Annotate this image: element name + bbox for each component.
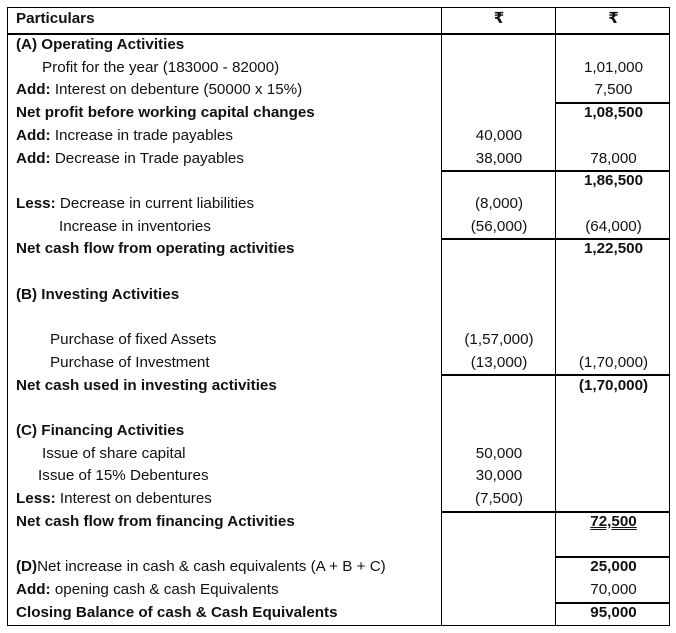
- table-row: [8, 602, 669, 625]
- row-total: (1,70,000): [578, 376, 649, 394]
- row-total: 72,500: [590, 512, 637, 530]
- header-particulars: Particulars: [16, 10, 95, 27]
- row-total: (64,000): [585, 217, 642, 235]
- table-row: [8, 579, 669, 602]
- row-prefix: Less:: [16, 490, 56, 507]
- row-amount: (7,500): [474, 490, 524, 507]
- row-label: Net cash used in investing activities: [16, 376, 277, 394]
- header-currency-total: ₹: [608, 10, 619, 27]
- row-total: 1,01,000: [583, 58, 644, 76]
- row-label: Decrease in Trade payables: [50, 149, 244, 167]
- row-label: Issue of 15% Debentures: [38, 467, 209, 485]
- table-row: [8, 443, 669, 466]
- cash-flow-statement-table: [7, 7, 670, 626]
- row-prefix: Add:: [16, 126, 51, 144]
- row-label: Profit for the year (183000 - 82000): [42, 58, 280, 76]
- row-amount: 38,000: [475, 149, 523, 167]
- table-row: [8, 352, 669, 375]
- row-label: Interest on debenture (50000 x 15%): [50, 81, 303, 99]
- table-row: [8, 375, 669, 398]
- row-label: Net cash flow from operating activities: [16, 240, 295, 258]
- row-label: opening cash & cash Equivalents: [50, 580, 279, 598]
- row-label: Closing Balance of cash & Cash Equivalents: [16, 603, 338, 621]
- row-label: Purchase of Investment: [50, 353, 210, 371]
- table-row: [8, 216, 669, 239]
- table-row: [8, 102, 669, 125]
- row-amount: 30,000: [475, 467, 523, 485]
- table-row: [8, 148, 669, 171]
- row-total: 78,000: [590, 149, 637, 167]
- row-prefix: Add:: [16, 149, 51, 167]
- row-label: Issue of share capital: [42, 444, 186, 462]
- table-row: [8, 465, 669, 488]
- row-amount: 50,000: [475, 444, 523, 462]
- row-label: Increase in inventories: [59, 217, 211, 235]
- table-row: [8, 57, 669, 80]
- table-header: [8, 8, 669, 34]
- section-heading-financing: [8, 420, 669, 443]
- table-row: [8, 329, 669, 352]
- row-amount: (56,000): [470, 217, 528, 235]
- row-total: 1,08,500: [583, 104, 644, 122]
- section-heading-investing: [8, 284, 669, 307]
- row-prefix: Add:: [16, 81, 51, 99]
- row-amount: (1,57,000): [464, 331, 534, 349]
- row-label: Decrease in current liabilities: [55, 194, 255, 212]
- table-row: [8, 193, 669, 216]
- row-label: Interest on debentures: [55, 490, 212, 507]
- row-prefix: Add:: [16, 580, 51, 598]
- table-row: [8, 170, 669, 193]
- row-prefix: Less:: [16, 194, 56, 212]
- row-total: 25,000: [590, 558, 637, 576]
- row-amount: 40,000: [475, 126, 523, 144]
- row-total: 95,000: [590, 603, 637, 621]
- row-label: Net cash flow from financing Activities: [16, 512, 295, 530]
- row-label: Net increase in cash & cash equivalents (A + B + C): [37, 558, 386, 576]
- row-total: 70,000: [590, 580, 637, 598]
- row-total: 1,22,500: [583, 240, 644, 258]
- table-row: [8, 488, 669, 511]
- row-label: Purchase of fixed Assets: [50, 331, 217, 349]
- table-row: [8, 238, 669, 261]
- row-total: (1,70,000): [578, 353, 649, 371]
- row-label: (A) Operating Activities: [16, 36, 185, 53]
- row-label: (C) Financing Activities: [16, 421, 185, 439]
- row-total: 7,500: [594, 81, 633, 99]
- row-amount: (13,000): [470, 353, 528, 371]
- row-prefix: (D): [16, 558, 38, 576]
- row-label: (B) Investing Activities: [16, 285, 180, 303]
- row-label: Increase in trade payables: [50, 126, 233, 144]
- row-total: 1,86,500: [583, 172, 644, 190]
- table-row: [8, 125, 669, 148]
- table-row: [8, 556, 669, 579]
- section-heading-operating: [8, 34, 669, 57]
- table-row: [8, 511, 669, 534]
- header-currency-amount: ₹: [493, 10, 505, 27]
- row-label: Net profit before working capital changes: [16, 104, 315, 122]
- table-row: [8, 79, 669, 102]
- row-amount: (8,000): [474, 194, 524, 212]
